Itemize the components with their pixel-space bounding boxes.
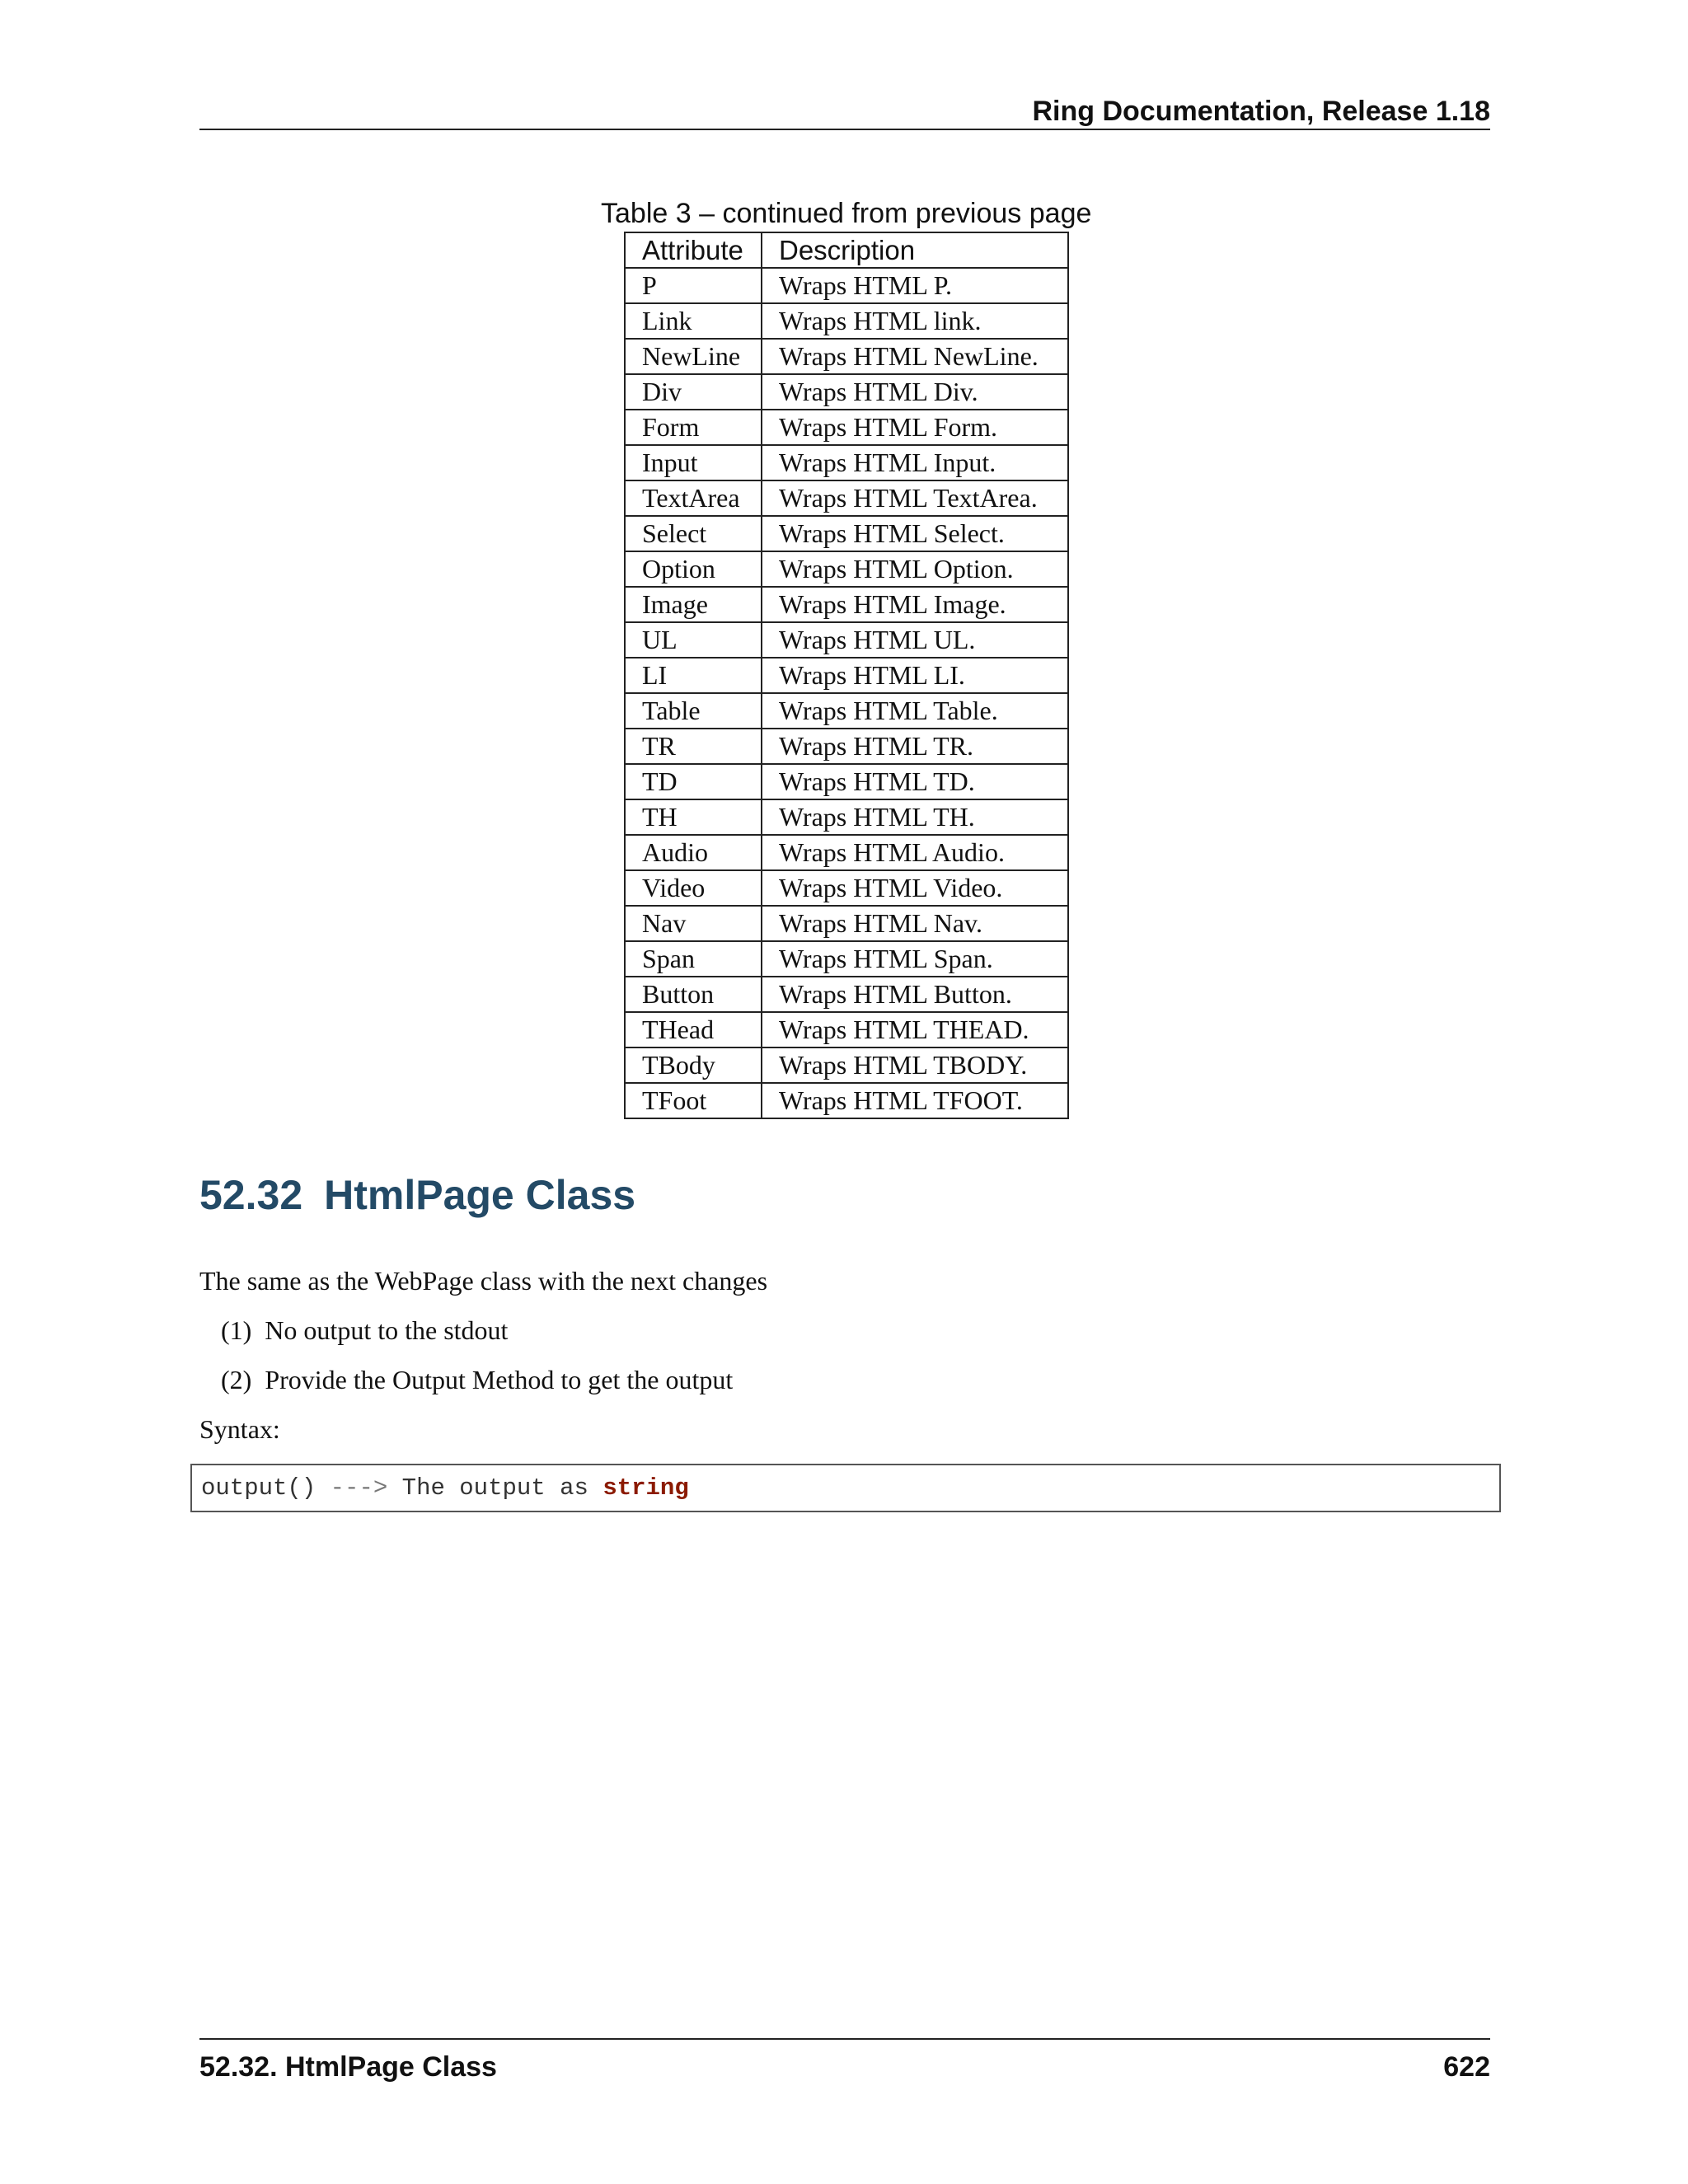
attribute-cell: Button	[625, 977, 762, 1012]
table-row	[625, 268, 1068, 303]
page-footer	[199, 2038, 1490, 2088]
attribute-cell: TBody	[625, 1047, 762, 1083]
attribute-cell: Option	[625, 551, 762, 587]
syntax-label: Syntax:	[199, 1414, 280, 1444]
table-row	[625, 977, 1068, 1012]
description-cell: Wraps HTML UL.	[762, 622, 1068, 658]
column-header-attribute: Attribute	[625, 232, 762, 268]
description-cell: Wraps HTML Select.	[762, 516, 1068, 551]
attribute-cell: P	[625, 268, 762, 303]
attribute-cell: Link	[625, 303, 762, 339]
description-cell: Wraps HTML Table.	[762, 693, 1068, 729]
table-row	[625, 941, 1068, 977]
table-row	[625, 1047, 1068, 1083]
table-row	[625, 480, 1068, 516]
list-item-text: No output to the stdout	[265, 1315, 509, 1345]
description-cell: Wraps HTML TD.	[762, 764, 1068, 799]
table-row	[625, 870, 1068, 906]
description-cell: Wraps HTML P.	[762, 268, 1068, 303]
list-marker: (1)	[221, 1315, 252, 1345]
description-cell: Wraps HTML TBODY.	[762, 1047, 1068, 1083]
list-item-text: Provide the Output Method to get the output	[265, 1365, 734, 1394]
table-row	[625, 410, 1068, 445]
description-cell: Wraps HTML Form.	[762, 410, 1068, 445]
attribute-cell: Div	[625, 374, 762, 410]
description-cell: Wraps HTML Audio.	[762, 835, 1068, 870]
section-title	[199, 1169, 635, 1221]
description-cell: Wraps HTML TH.	[762, 799, 1068, 835]
table-caption: Table 3 – continued from previous page	[601, 198, 1092, 229]
column-header-description: Description	[762, 232, 1068, 268]
attribute-cell: Input	[625, 445, 762, 480]
description-cell: Wraps HTML Nav.	[762, 906, 1068, 941]
section-title-text: HtmlPage Class	[324, 1172, 636, 1218]
table-row	[625, 906, 1068, 941]
table-row	[625, 339, 1068, 374]
attribute-cell: TD	[625, 764, 762, 799]
attribute-cell: TH	[625, 799, 762, 835]
description-cell: Wraps HTML Option.	[762, 551, 1068, 587]
table-row	[625, 551, 1068, 587]
attribute-cell: Span	[625, 941, 762, 977]
code-arrow: --->	[330, 1474, 388, 1502]
attribute-cell: Form	[625, 410, 762, 445]
attribute-cell: LI	[625, 658, 762, 693]
section-number: 52.32	[199, 1172, 303, 1218]
list-item	[221, 1361, 733, 1398]
table-row	[625, 835, 1068, 870]
table-row	[625, 729, 1068, 764]
description-cell: Wraps HTML Div.	[762, 374, 1068, 410]
table-row	[625, 764, 1068, 799]
list-item	[221, 1312, 508, 1348]
description-cell: Wraps HTML Button.	[762, 977, 1068, 1012]
description-cell: Wraps HTML TextArea.	[762, 480, 1068, 516]
table-row	[625, 516, 1068, 551]
footer-page-number: 622	[1443, 2051, 1490, 2083]
attribute-cell: TextArea	[625, 480, 762, 516]
attribute-cell: NewLine	[625, 339, 762, 374]
code-block	[190, 1464, 1501, 1512]
code-keyword: string	[603, 1474, 689, 1502]
table-row	[625, 622, 1068, 658]
table-row	[625, 374, 1068, 410]
attribute-cell: Nav	[625, 906, 762, 941]
attribute-cell: Table	[625, 693, 762, 729]
attribute-cell: Video	[625, 870, 762, 906]
page-header	[199, 92, 1490, 130]
table-header-row	[625, 232, 1068, 268]
code-call: output()	[201, 1474, 331, 1502]
code-text: The output as	[387, 1474, 603, 1502]
description-cell: Wraps HTML Image.	[762, 587, 1068, 622]
description-cell: Wraps HTML Span.	[762, 941, 1068, 977]
description-cell: Wraps HTML THEAD.	[762, 1012, 1068, 1047]
attribute-cell: Audio	[625, 835, 762, 870]
attribute-cell: THead	[625, 1012, 762, 1047]
attribute-table	[624, 232, 1069, 1119]
attribute-cell: TFoot	[625, 1083, 762, 1118]
footer-section: 52.32. HtmlPage Class	[199, 2051, 497, 2083]
table-row	[625, 799, 1068, 835]
attribute-cell: UL	[625, 622, 762, 658]
table-row	[625, 303, 1068, 339]
table-row	[625, 587, 1068, 622]
attribute-cell: TR	[625, 729, 762, 764]
description-cell: Wraps HTML link.	[762, 303, 1068, 339]
table-row	[625, 1012, 1068, 1047]
attribute-cell: Select	[625, 516, 762, 551]
intro-paragraph: The same as the WebPage class with the next changes	[199, 1266, 768, 1296]
description-cell: Wraps HTML Input.	[762, 445, 1068, 480]
header-title: Ring Documentation, Release 1.18	[1032, 96, 1490, 127]
description-cell: Wraps HTML Video.	[762, 870, 1068, 906]
table-body	[625, 268, 1068, 1118]
attribute-cell: Image	[625, 587, 762, 622]
description-cell: Wraps HTML TFOOT.	[762, 1083, 1068, 1118]
table-row	[625, 445, 1068, 480]
table-row	[625, 1083, 1068, 1118]
table-row	[625, 658, 1068, 693]
description-cell: Wraps HTML NewLine.	[762, 339, 1068, 374]
description-cell: Wraps HTML LI.	[762, 658, 1068, 693]
list-marker: (2)	[221, 1365, 252, 1394]
table-row	[625, 693, 1068, 729]
description-cell: Wraps HTML TR.	[762, 729, 1068, 764]
